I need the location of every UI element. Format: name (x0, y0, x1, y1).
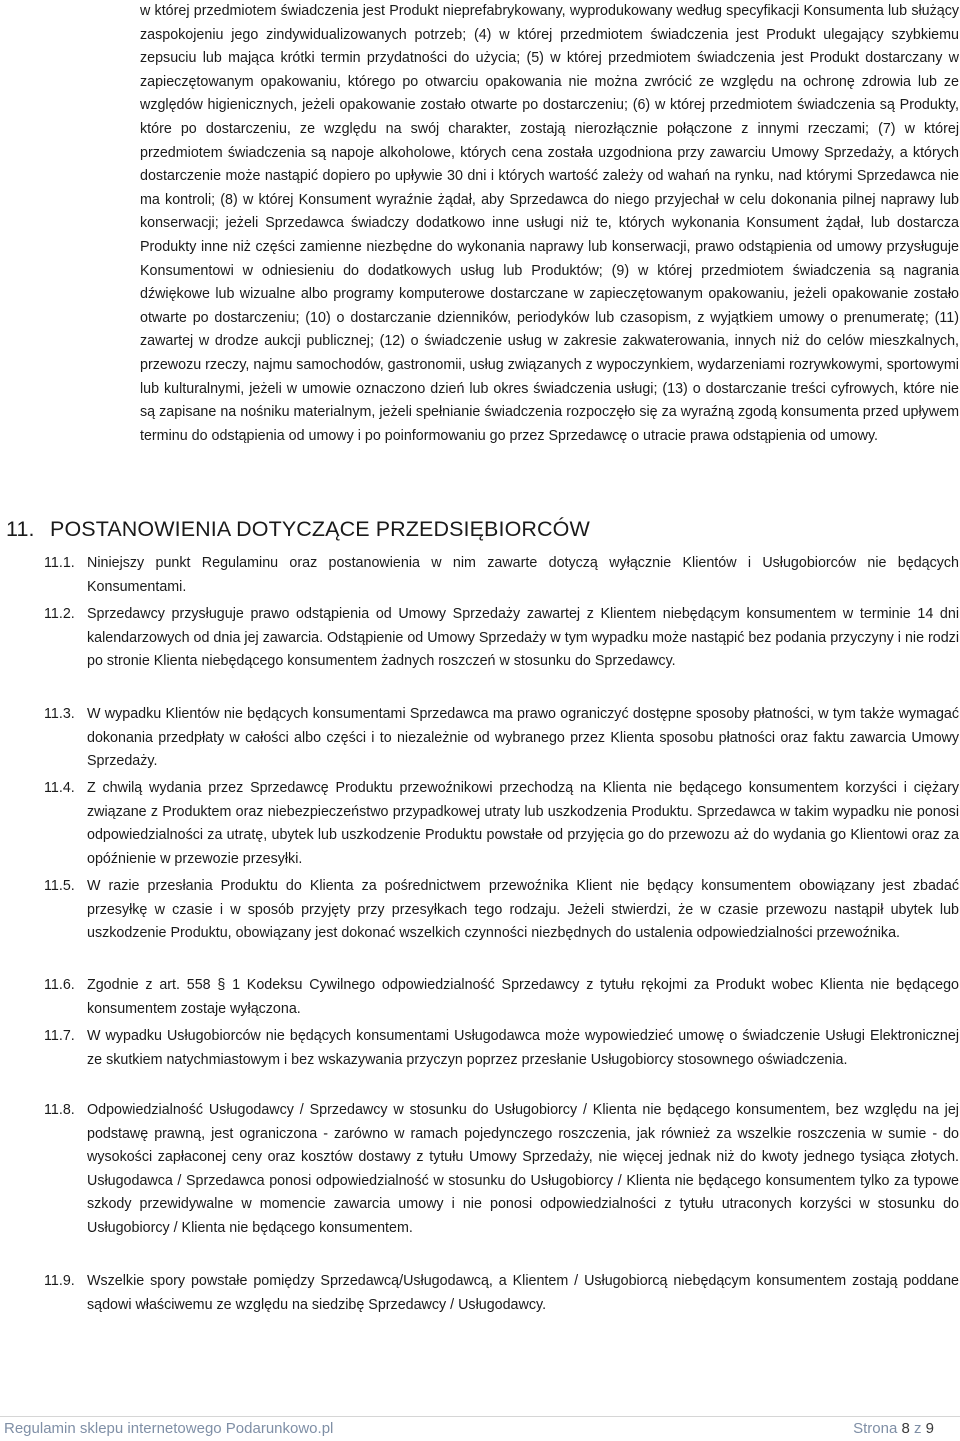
section-heading (6, 514, 590, 544)
footer-page-total: 9 (925, 1420, 934, 1437)
clause-text: W wypadku Klientów nie będących konsumentami Sprzedawca ma prawo ograniczyć dostępne sposoby płatności, w tym także wymagać dokonania przedpłaty w całości albo części i to niezależnie od wybranego przez Klienta sposobu płatności oraz faktu zawarcia Umowy Sprzedaży. (87, 706, 959, 770)
clause-number: 11.3. (44, 706, 75, 722)
clause-number: 11.1. (44, 555, 75, 571)
footer-page-word: Strona (853, 1420, 898, 1437)
footer-page-current: 8 (901, 1420, 910, 1437)
clause-number: 11.7. (44, 1028, 75, 1044)
clause-text: Wszelkie spory powstałe pomiędzy Sprzedawcą/Usługodawcą, a Klientem / Usługobiorcą niebędącym konsumentem zostają poddane sądowi właściwemu ze względu na siedzibę Sprzedawcy / Usługodawcy. (87, 1273, 959, 1313)
clause-number: 11.2. (44, 606, 75, 622)
clause-number: 11.8. (44, 1102, 75, 1118)
clause-number: 11.4. (44, 780, 75, 796)
clause-number: 11.9. (44, 1273, 75, 1289)
page-footer (0, 1416, 960, 1441)
clause-text: W razie przesłania Produktu do Klienta za pośrednictwem przewoźnika Klient nie będący konsumentem obowiązany jest zbadać przesyłkę w czasie i w sposób przyjęty przy przesyłkach tego rodzaju. Jeżeli stwierdzi, że w czasie przewozu nastąpił ubytek lub uszkodzenie Produktu, obowiązany jest dokonać wszelkich czynności niezbędnych do ustalenia odpowiedzialności przewoźnika. (87, 878, 959, 942)
footer-page-indicator (853, 1420, 934, 1437)
section-number: 11. (6, 517, 35, 541)
intro-paragraph: w której przedmiotem świadczenia jest Produkt nieprefabrykowany, wyprodukowany według specyfikacji Konsumenta lub służący zaspokojeniu jego zindywidualizowanych potrzeb; (4) w której przedmiotem świadczenia jest Produkt ulegający szybkiemu zepsuciu lub mająca krótki termin przydatności do użycia; (5) w której przedmiotem świadczenia jest Produkt dostarczany w zapieczętowanym opakowaniu, którego po otwarciu opakowania nie można zwrócić ze względu na ochronę zdrowia lub ze względów higienicznych, jeżeli opakowanie zostało otwarte po dostarczeniu; (6) w której przedmiotem świadczenia są Produkty, które po dostarczeniu, ze względu na swój charakter, zostają nierozłącznie połączone z innymi rzeczami; (7) w której przedmiotem świadczenia są napoje alkoholowe, których cena została uzgodniona przy zawarciu Umowy Sprzedaży, a których dostarczenie może nastąpić dopiero po upływie 30 dni i których wartość zależy od wahań na rynku, nad którymi Sprzedawca nie ma kontroli; (8) w której Konsument wyraźnie żądał, aby Sprzedawca do niego przyjechał w celu dokonania pilnej naprawy lub konserwacji; jeżeli Sprzedawca świadczy dodatkowo inne usługi niż te, których wykonania Konsument żądał, lub dostarcza Produkty inne niż części zamienne niezbędne do wykonania naprawy lub konserwacji, prawo odstąpienia od umowy przysługuje Konsumentowi w odniesieniu do dodatkowych usług lub Produktów; (9) w której przedmiotem świadczenia są nagrania dźwiękowe lub wizualne albo programy komputerowe dostarczane w zapieczętowanym opakowaniu, jeżeli opakowanie zostało otwarte po dostarczeniu; (10) o dostarczanie dzienników, periodyków lub czasopism, z wyjątkiem umowy o prenumeratę; (11) zawartej w drodze aukcji publicznej; (12) o świadczenie usług w zakresie zakwaterowania, innych niż do celów mieszkalnych, przewozu rzeczy, najmu samochodów, gastronomii, usług związanych z wypoczynkiem, wydarzeniami rozrywkowymi, sportowymi lub kulturalnymi, jeżeli w umowie oznaczono dzień lub okres świadczenia usługi; (13) o dostarczanie treści cyfrowych, które nie są zapisane na nośniku materialnym, jeżeli spełnianie świadczenia rozpoczęło się za wyraźną zgodą konsumenta przed upływem terminu do odstąpienia od umowy i po poinformowaniu go przez Sprzedawcę o utracie prawa odstąpienia od umowy. (140, 3, 959, 444)
clause-text: Sprzedawcy przysługuje prawo odstąpienia od Umowy Sprzedaży zawartej z Klientem niebędącym konsumentem w terminie 14 dni kalendarzowych od dnia jej zawarcia. Odstąpienie od Umowy Sprzedaży w tym wypadku może nastąpić bez podania przyczyny i nie rodzi po stronie Klienta niebędącego konsumentem żadnych roszczeń w stosunku do Sprzedawcy. (87, 606, 959, 670)
footer-document-title: Regulamin sklepu internetowego Podarunkowo.pl (4, 1420, 334, 1437)
clause-text: Niniejszy punkt Regulaminu oraz postanowienia w nim zawarte dotyczą wyłącznie Klientów i Usługobiorców nie będących Konsumentami. (87, 555, 959, 595)
clause-number: 11.5. (44, 878, 75, 894)
clause-text: Odpowiedzialność Usługodawcy / Sprzedawcy w stosunku do Usługobiorcy / Klienta nie będącego konsumentem, bez względu na jej podstawę prawną, jest ograniczona - zarówno w ramach pojedynczego roszczenia, jak również za wszelkie roszczenia w sumie - do wysokości zapłaconej ceny oraz kosztów dostawy z tytułu Umowy Sprzedaży, nie więcej jednak niż do kwoty jednego tysiąca złotych. Usługodawca / Sprzedawca ponosi odpowiedzialność w stosunku do Usługobiorcy / Klienta nie będącego konsumentem tylko za typowe szkody przewidywalne w momencie zawarcia umowy i nie ponosi odpowiedzialności z tytułu utraconych korzyści w stosunku do Usługobiorcy / Klienta nie będącego konsumentem. (87, 1102, 959, 1236)
footer-page-sep: z (913, 1420, 922, 1437)
clause-text: Zgodnie z art. 558 § 1 Kodeksu Cywilnego odpowiedzialność Sprzedawcy z tytułu rękojmi za Produkt wobec Klienta nie będącego konsumentem zostaje wyłączona. (87, 977, 959, 1017)
section-title-text: POSTANOWIENIA DOTYCZĄCE PRZEDSIĘBIORCÓW (50, 517, 590, 541)
clause-number: 11.6. (44, 977, 75, 993)
clause-text: W wypadku Usługobiorców nie będących konsumentami Usługodawca może wypowiedzieć umowę o świadczenie Usługi Elektronicznej ze skutkiem natychmiastowym i bez wskazywania przyczyn poprzez przesłanie Usługobiorcy stosownego oświadczenia. (87, 1028, 959, 1068)
clause-text: Z chwilą wydania przez Sprzedawcę Produktu przewoźnikowi przechodzą na Klienta nie będącego konsumentem korzyści i ciężary związane z Produktem oraz niebezpieczeństwo przypadkowej utraty lub uszkodzenia Produktu. Sprzedawca w takim wypadku nie ponosi odpowiedzialności za utratę, ubytek lub uszkodzenie Produktu powstałe od przyjęcia go do przewozu aż do wydania go Klientowi oraz za opóźnienie w przewozie przesyłki. (87, 780, 959, 867)
